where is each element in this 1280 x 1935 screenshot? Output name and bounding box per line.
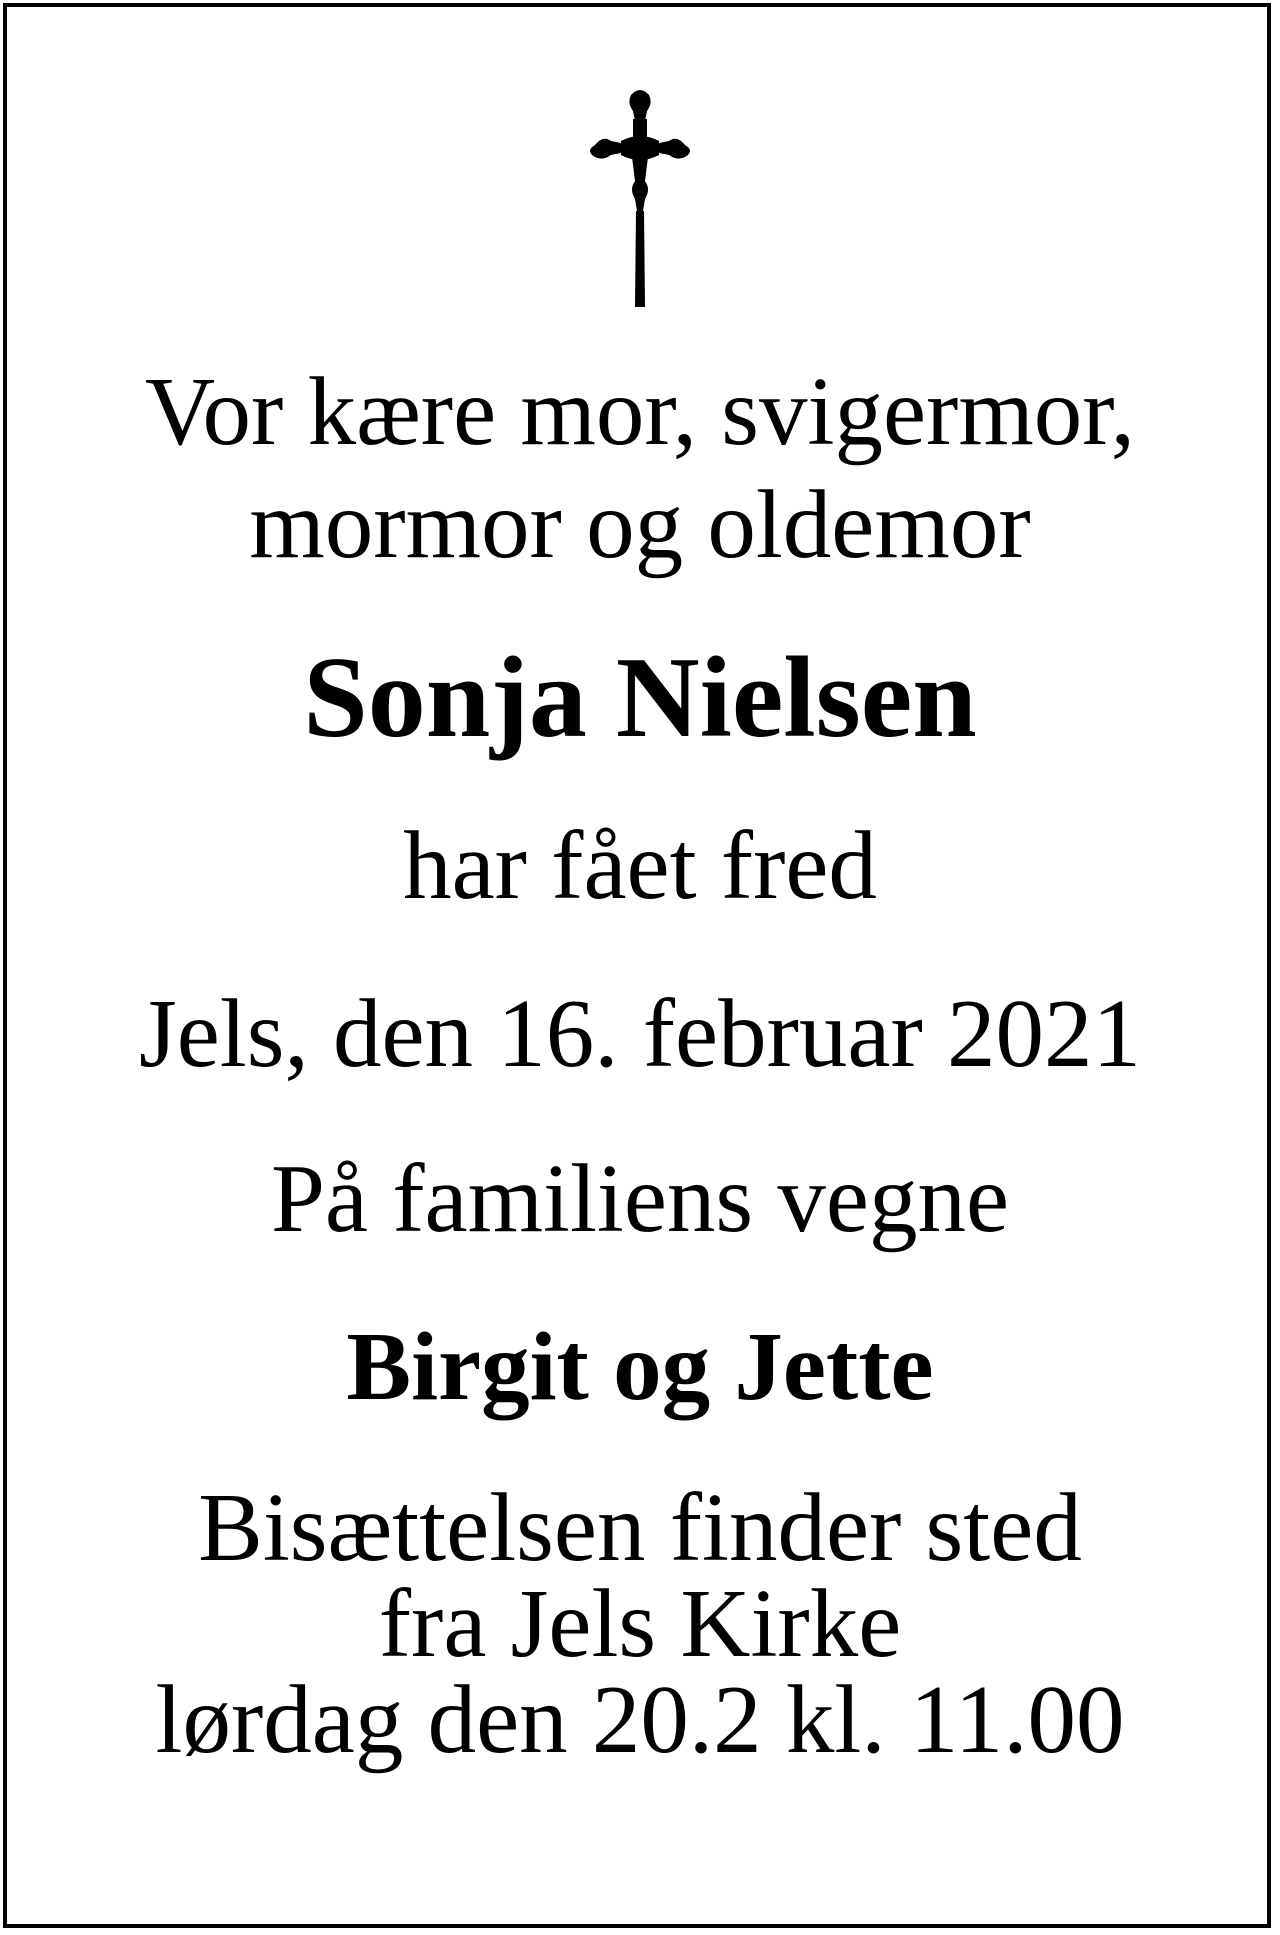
on-behalf-text: På familiens vegne: [270, 1145, 1010, 1252]
cross-icon: [585, 85, 695, 310]
intro-line-2: mormor og oldemor: [249, 471, 1031, 578]
funeral-details: [0, 1474, 1280, 1773]
funeral-line-3: lørdag den 20.2 kl. 11.00: [155, 1666, 1125, 1773]
signers-names: Birgit og Jette: [346, 1313, 934, 1420]
intro-text: [0, 355, 1280, 581]
place-date: Jels, den 16. februar 2021: [138, 980, 1142, 1087]
funeral-line-1: Bisættelsen finder sted: [198, 1474, 1082, 1581]
peace-phrase: har fået fred: [403, 812, 877, 919]
intro-line-1: Vor kære mor, svigermor,: [145, 358, 1135, 465]
deceased-name: Sonja Nielsen: [303, 634, 977, 762]
funeral-line-2: fra Jels Kirke: [378, 1570, 902, 1677]
